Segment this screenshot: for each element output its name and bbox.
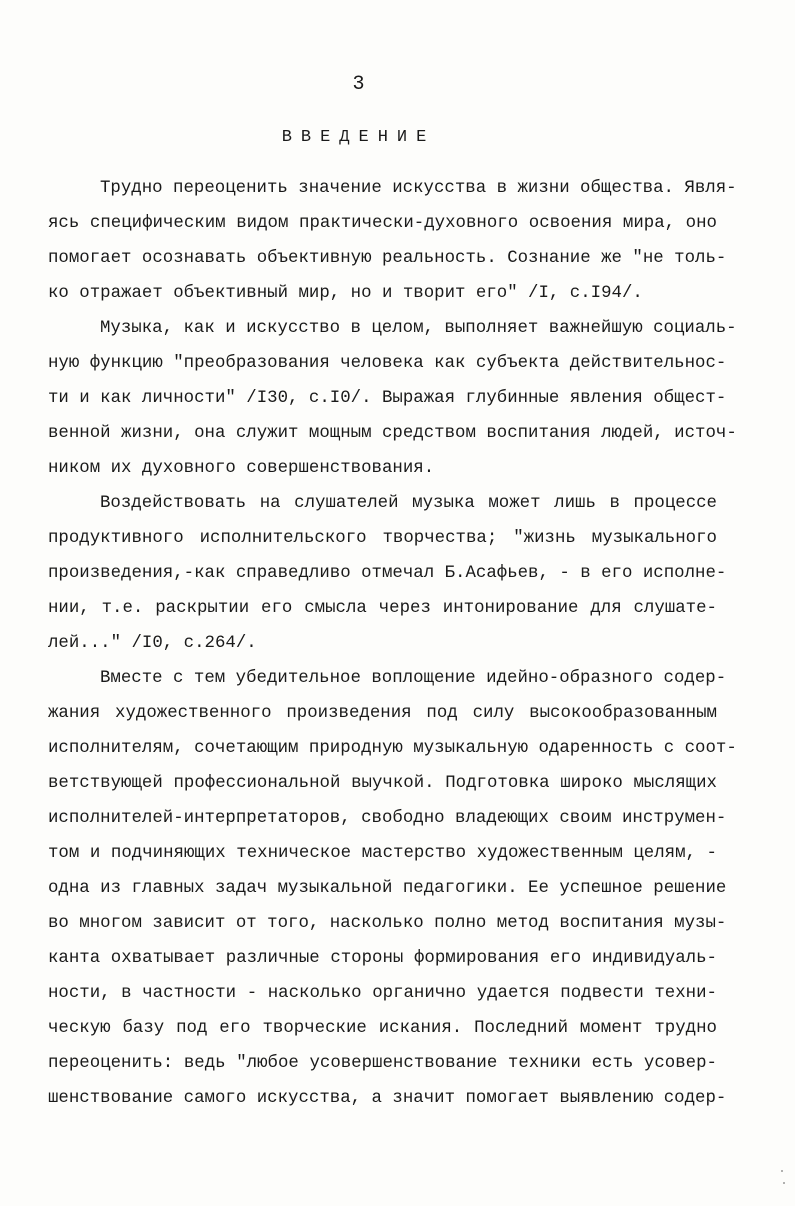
text-line: исполнителей-интерпретаторов, свободно владеющих своим инструмен-	[48, 809, 727, 828]
text-line: ясь специфическим видом практически-духовного освоения мира, оно	[48, 214, 717, 233]
text-line: произведения,-как справедливо отмечал Б.Асафьев, - в его исполне-	[48, 564, 727, 583]
text-line: Музыка, как и искусство в целом, выполняет важнейшую социаль-	[100, 319, 737, 338]
text-line: лей..." /I0, с.264/.	[48, 634, 257, 653]
text-line: Воздействовать на слушателей музыка может лишь в процессе	[100, 494, 717, 513]
text-line: продуктивного исполнительского творчества; "жизнь музыкального	[48, 529, 717, 548]
text-line: ветствующей профессиональной выучкой. Подготовка широко мыслящих	[48, 774, 717, 793]
text-line: ником их духовного совершенствования.	[48, 459, 435, 478]
text-line: одна из главных задач музыкальной педагогики. Ее успешное решение	[48, 879, 727, 898]
page-number: 3	[352, 73, 365, 96]
text-line: ную функцию "преобразования человека как субъекта действительнос-	[48, 354, 727, 373]
text-line: ко отражает объективный мир, но и творит его" /I, с.I94/.	[48, 284, 643, 303]
section-heading: ВВЕДЕНИЕ	[281, 128, 436, 147]
text-line: Вместе с тем убедительное воплощение идейно-образного содер-	[100, 669, 727, 688]
text-line: ческую базу под его творческие искания. Последний момент трудно	[48, 1019, 717, 1038]
text-line: помогает осознавать объективную реальность. Сознание же "не толь-	[48, 249, 727, 268]
text-line: шенствование самого искусства, а значит помогает выявлению содер-	[48, 1089, 727, 1108]
text-line: венной жизни, она служит мощным средством воспитания людей, источ-	[48, 424, 737, 443]
text-line: ности, в частности - насколько органично удается подвести техни-	[48, 984, 717, 1003]
text-line: том и подчиняющих техническое мастерство художественным целям, -	[48, 844, 717, 863]
text-line: ти и как личности" /I30, с.I0/. Выражая глубинные явления общест-	[48, 389, 727, 408]
scan-speck	[781, 1170, 783, 1172]
text-line: жания художественного произведения под силу высокообразованным	[48, 704, 717, 723]
text-line: переоценить: ведь "любое усовершенствование техники есть усовер-	[48, 1054, 717, 1073]
text-line: Трудно переоценить значение искусства в жизни общества. Явля-	[100, 179, 737, 198]
text-line: канта охватывает различные стороны формирования его индивидуаль-	[48, 949, 717, 968]
text-line: нии, т.е. раскрытии его смысла через интонирование для слушате-	[48, 599, 717, 618]
text-line: исполнителям, сочетающим природную музыкальную одаренность с соот-	[48, 739, 737, 758]
scan-speck	[783, 1182, 785, 1184]
text-line: во многом зависит от того, насколько полно метод воспитания музы-	[48, 914, 727, 933]
